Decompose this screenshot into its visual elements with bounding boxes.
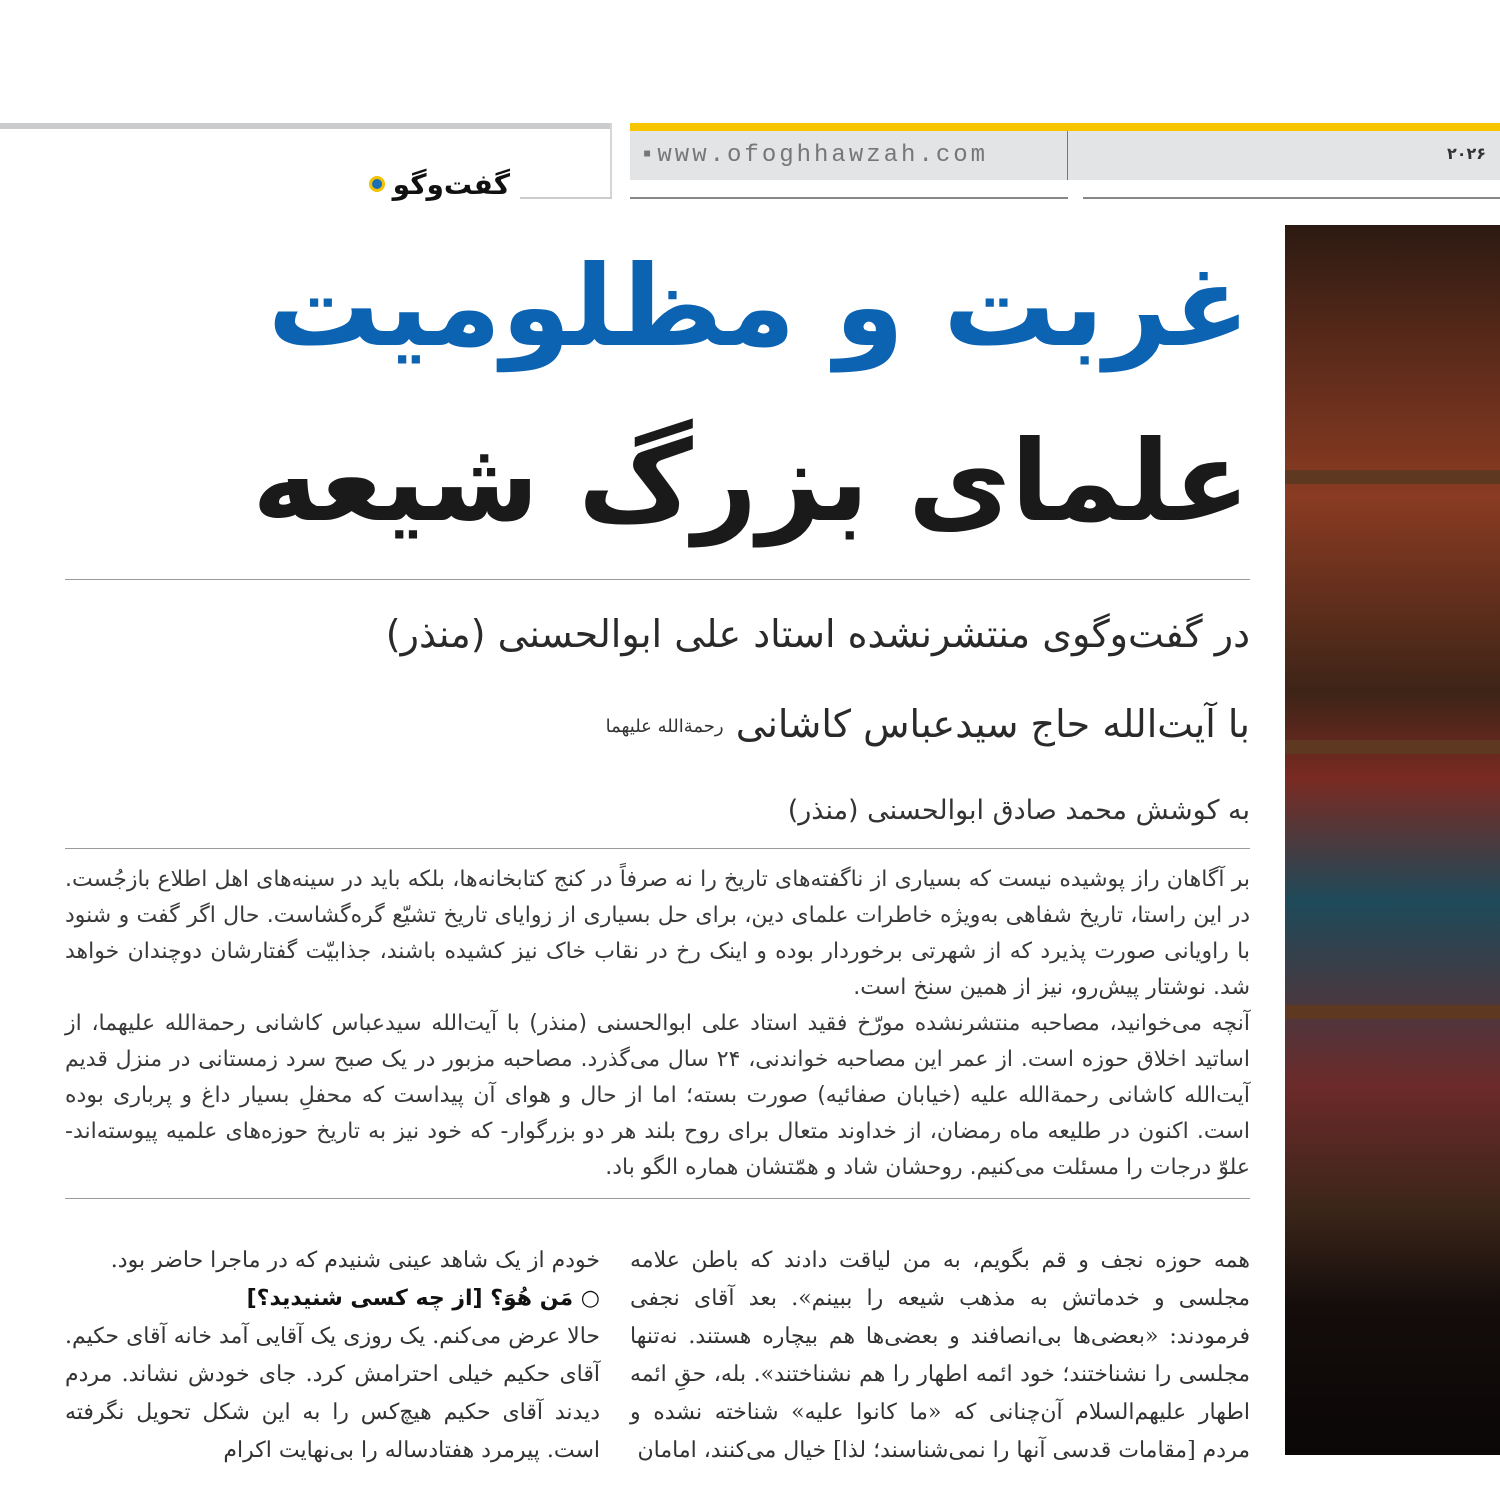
article-photo bbox=[1285, 225, 1500, 1455]
shelf bbox=[1285, 740, 1500, 754]
header-rule-left bbox=[0, 123, 612, 129]
divider bbox=[65, 848, 1250, 849]
bullet-icon bbox=[369, 176, 385, 192]
accent-bar bbox=[630, 123, 1500, 131]
intro-paragraph: بر آگاهان راز پوشیده نیست که بسیاری از ناگفته‌های تاریخ را نه صرفاً در کنج کتابخانه‌ها، بلکه باید در سینه‌های اهل اطلاع بازجُست. در این راستا، تاریخ شفاهی به‌ویژه خاطرات علمای دین، برای حل بسیاری از زوایای تاریخ تشیّع گره‌گشاست. حال اگر گفت و شنود با راویانی صورت پذیرد که از شهرتی برخوردار بوده و اینک رخ در نقاب خاک نیز کشیده باشند، جذابیّت گفتارشان دوچندان خواهد شد. نوشتار پیش‌رو، نیز از همین سنخ است. bbox=[65, 867, 1250, 1000]
subtitle-line2-text: با آیت‌الله حاج سیدعباس کاشانی bbox=[735, 702, 1250, 746]
body-column-right bbox=[630, 1242, 1250, 1470]
honorific: رحمة‌الله علیهما bbox=[605, 716, 724, 737]
shelf bbox=[1285, 470, 1500, 484]
website-url: ▪www.ofoghhawzah.com bbox=[630, 131, 1068, 180]
section-label-text: گفت‌وگو bbox=[392, 167, 510, 201]
shelf bbox=[1285, 1005, 1500, 1019]
subtitle-line2 bbox=[606, 702, 1250, 746]
header-rule bbox=[630, 197, 1068, 199]
byline: به کوشش محمد صادق ابوالحسنی (منذر) bbox=[787, 795, 1250, 826]
headline-line2: علمای بزرگ شیعه bbox=[252, 417, 1250, 547]
intro-paragraph: آنچه می‌خوانید، مصاحبه منتشرنشده مورّخ فقید استاد علی ابوالحسنی (منذر) با آیت‌الله سیدعباس کاشانی رحمة‌الله علیهما، از اساتید اخلاق حوزه است. از عمر این مصاحبه خواندنی، ۲۴ سال می‌گذرد. مصاحبه مزبور در یک صبح سرد زمستانی در منزل قدیم آیت‌الله کاشانی رحمة‌الله علیه (خیابان صفائیه) صورت بسته؛ اما از حال و هوای آن پیداست که محفلِ بسیار داغ و پرباری بوده است. اکنون در طلیعه ماه رمضان، از خداوند متعال برای روح بلند هر دو بزرگوار- که خود نیز به تاریخ حوزه‌های علمیه پیوسته‌اند- علوّ درجات را مسئلت می‌کنیم. روحشان شاد و همّتشان هماره الگو باد. bbox=[65, 1011, 1250, 1180]
body-paragraph: خودم از یک شاهد عینی شنیدم که در ماجرا حاضر بود. bbox=[110, 1248, 600, 1273]
subtitle-line1: در گفت‌وگوی منتشرنشده استاد علی ابوالحسنی (منذر) bbox=[385, 612, 1250, 656]
body-column-left bbox=[65, 1242, 600, 1470]
issue-number: ۲۰۲۶ bbox=[1446, 144, 1486, 163]
headline-line1: غربت و مظلومیت bbox=[267, 242, 1250, 372]
body-paragraph: همه حوزه نجف و قم بگویم، به من لیاقت دادند که باطن علامه مجلسی و خدماتش به مذهب شیعه را ببینم». بعد آقای نجفی فرمودند: «بعضی‌ها بی‌انصافند و بعضی‌ها هم بیچاره هستند. نه‌تنها مجلسی را نشناختند؛ خود ائمه اطهار را هم نشناختند». بله، حقِ ائمه اطهار علیهم‌السلام آن‌چنانی که «ما کانوا علیه» شناخته نشده و مردم [مقامات قدسی آنها را نمی‌شناسند؛ لذا] خیال می‌کنند، امامان bbox=[630, 1248, 1250, 1463]
header-rule-edge bbox=[610, 123, 612, 198]
divider bbox=[65, 579, 1250, 580]
body-paragraph: حالا عرض می‌کنم. یک روزی یک آقایی آمد خانه آقای حکیم. آقای حکیم خیلی احترامش کرد. جای خودش نشاند. مردم دیدند آقای حکیم هیچ‌کس را به این شکل تحویل نگرفته است. پیرمرد هفتادساله را بی‌نهایت اکرام bbox=[65, 1324, 600, 1463]
intro-paragraphs bbox=[65, 862, 1250, 1186]
divider bbox=[65, 1198, 1250, 1199]
header-rule-under bbox=[520, 197, 612, 199]
interview-question: ○ مَن هُوَ؟ [از چه کسی شنیدید؟] bbox=[246, 1286, 600, 1311]
header-rule bbox=[1083, 197, 1500, 199]
section-label bbox=[360, 162, 510, 206]
